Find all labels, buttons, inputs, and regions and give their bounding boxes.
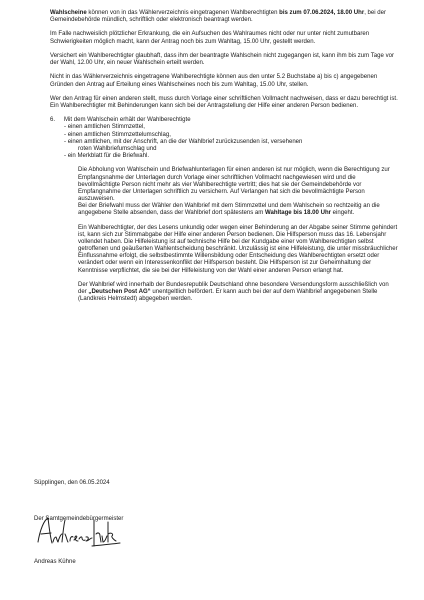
paragraph-neuer-wahlschein: Versichert ein Wahlberechtigter glaubhaft, dass ihm der beantragte Wahlschein nicht zugegangen ist, kann ihm bis zum Tage vor der Wahl, 12.00 Uhr, ein neuer Wahlschein erteilt werden. bbox=[50, 52, 394, 67]
paragraph-erkrankung: Im Falle nachweislich plötzlicher Erkrankung, die ein Aufsuchen des Wahlraumes nicht oder nur unter nicht zumutbaren Schwierigkeiten möglich macht, kann der Antrag noch bis zum Wahltag, 15.00 Uhr, gestellt werden. bbox=[50, 31, 370, 45]
paragraph-vollmacht: Wer den Antrag für einen anderen stellt, muss durch Vorlage einer schriftlichen Vollmacht nachweisen, dass er dazu berechtigt ist. Ein Wahlberechtigter mit Behinderungen kann sich bei der Antragstellung der Hilfe einer anderen Person bedienen. bbox=[50, 95, 398, 109]
list-item: - einen amtlichen, mit der Anschrift, an die der Wahlbrief zurückzusenden ist, versehenen roten Wahlbriefumschlag und bbox=[64, 138, 303, 152]
list-item: - einen amtlichen Stimmzettel, bbox=[64, 124, 145, 131]
section-6-intro: Mit dem Wahlschein erhält der Wahlberechtigte bbox=[64, 117, 191, 124]
handwritten-signature bbox=[32, 512, 122, 552]
section-6-content bbox=[64, 117, 398, 160]
signer-name: Andreas Kühne bbox=[34, 559, 76, 565]
paragraph-wahlbrief-post: Der Wahlbrief wird innerhalb der Bundesrepublik Deutschland ohne besondere Versendungsform ausschließlich von der „Deutschen Post AG“ unentgeltlich befördert. Er kann auch bei der auf dem Wahlbrief angegebenen Stelle (Landkreis Helmstedt) abgegeben werden. bbox=[78, 281, 389, 303]
list-item: - ein Merkblatt für die Briefwahl. bbox=[64, 153, 150, 160]
signer-role: Der Samtgemeindebürgermeister bbox=[34, 516, 124, 522]
list-item: - einen amtlichen Stimmzettelumschlag, bbox=[64, 131, 171, 138]
closing-block bbox=[34, 480, 394, 565]
place-date: Süpplingen, den 06.05.2024 bbox=[34, 480, 110, 486]
section-6-item-list bbox=[64, 124, 398, 160]
section-6-number: 6. bbox=[50, 117, 56, 124]
paragraph-hilfsperson: Ein Wahlberechtigter, der des Lesens unkundig oder wegen einer Behinderung an der Abgabe seiner Stimme gehindert ist, kann sich zur Stimmabgabe der Hilfe einer anderen Person bedienen. Die Hilfsperson muss das 16. Lebensjahr vollendet haben. Die Hilfeleistung ist auf technische Hilfe bei der Kundgabe einer vom Wahlberechtigten selbst getroffenen und geäußerten Wahlentscheidung beschränkt. Unzulässig ist eine Hilfeleistung, die unter missbräuchlicher Einflussnahme erfolgt, die selbstbestimmte Willensbildung oder Entscheidung des Wahlberechtigten ersetzt oder verändert oder wenn ein Interessenkonflikt der Hilfsperson besteht. Die Hilfsperson ist zur Geheimhaltung der Kenntnisse verpflichtet, die sie bei der Hilfeleistung von der Wahl einer anderen Person erlangt hat. bbox=[78, 224, 398, 274]
paragraph-briefwahl: Bei der Briefwahl muss der Wähler den Wahlbrief mit dem Stimmzettel und dem Wahlschein so rechtzeitig an die angegebene Stelle absenden, dass der Wahlbrief dort spätestens am Wahltage bis 18.00 Uhr eingeht. bbox=[78, 203, 380, 217]
section-6 bbox=[50, 117, 398, 160]
paragraph-wahlschein-antrag: Wahlscheine können von in das Wählerverzeichnis eingetragenen Wahlberechtigten bis zum 07.06.2024, 18.00 Uhr, bei der Gemeindebehörde mündlich, schriftlich oder elektronisch beantragt werden. bbox=[50, 10, 387, 24]
paragraph-abholung: Die Abholung von Wahlschein und Briefwahlunterlagen für einen anderen ist nur möglich, wenn die Berechtigung zur Empfangsnahme der Unterlagen durch Vorlage einer schriftlichen Vollmacht nachgewiesen wird und die bevollmächtigte Person nicht mehr als vier Wahlberechtigte vertritt; dies hat sie der Gemeindebehörde vor Empfangnahme der Unterlagen schriftlich zu versichern. Auf Verlangen hat sich die bevollmächtigte Person auszuweisen. bbox=[78, 167, 390, 202]
document-body bbox=[50, 10, 398, 310]
section-6-details bbox=[78, 167, 398, 303]
paragraph-nicht-eingetragene: Nicht in das Wählerverzeichnis eingetragene Wahlberechtigte können aus den unter 5.2 Buchstabe a) bis c) angegebenen Gründen den Antrag auf Erteilung eines Wahlscheines noch bis zum Wahltag, 15.00 Uhr, stellen. bbox=[50, 74, 378, 88]
